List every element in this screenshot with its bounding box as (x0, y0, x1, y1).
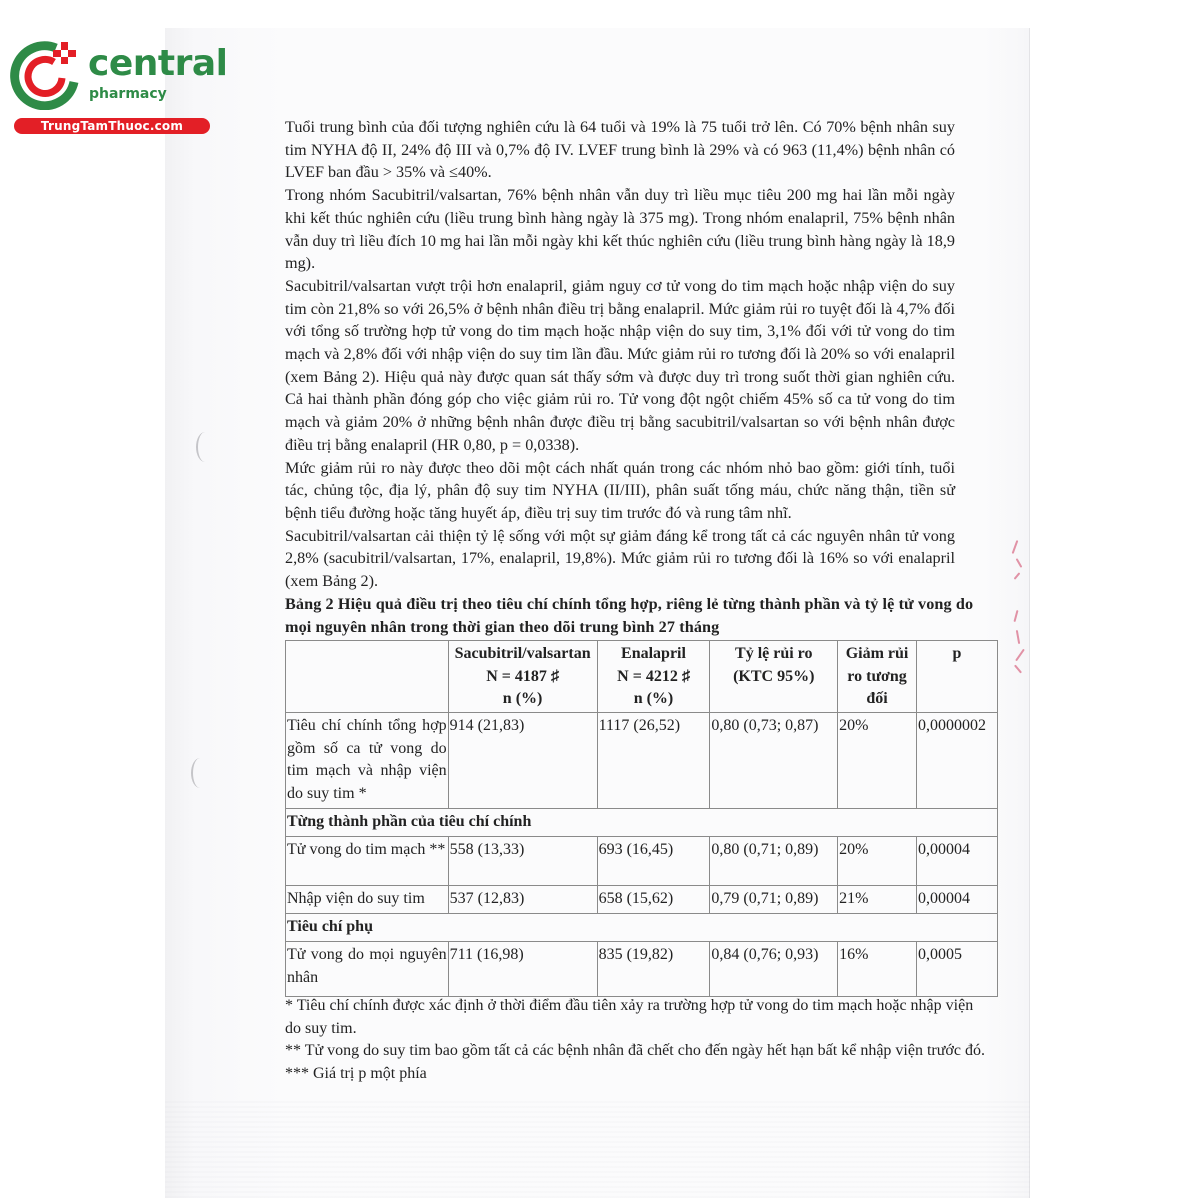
footnote: * Tiêu chí chính được xác định ở thời điểm đầu tiên xảy ra trường hợp tử vong do tim mạch hoặc nhập viện do suy tim. (285, 997, 974, 1037)
table-row (286, 837, 998, 886)
punch-hole-mark (196, 432, 214, 462)
table-section-row (286, 809, 998, 837)
table-caption: Bảng 2 Hiệu quả điều trị theo tiêu chí chính tổng hợp, riêng lẻ từng thành phần và tỷ lệ tử vong do mọi nguyên nhân trong thời gian theo dõi trung bình 27 tháng (285, 595, 974, 636)
scan-texture (165, 1100, 1030, 1198)
cell-sacubitril: 711 (16,98) (448, 942, 597, 997)
header-relative-risk-reduction: Giảm rủi ro tương đối (838, 641, 917, 713)
stamp-marks (1008, 540, 1028, 680)
cell-rrr: 16% (838, 942, 917, 997)
header-p-value: p (916, 641, 997, 713)
pharmacy-cross-logo-icon (10, 38, 82, 110)
table-row (286, 886, 998, 914)
cell-p: 0,0000002 (916, 713, 997, 809)
cell-sacubitril: 537 (12,83) (448, 886, 597, 914)
row-label: Tử vong do mọi nguyên nhân (286, 942, 449, 997)
cell-hazard-ratio: 0,84 (0,76; 0,93) (710, 942, 838, 997)
body-text (285, 116, 955, 593)
header-sacubitril: Sacubitril/valsartan N = 4187 ♯ n (%) (448, 641, 597, 713)
section-label: Tiêu chí phụ (286, 914, 998, 942)
brand-subtitle: pharmacy (89, 86, 167, 102)
punch-hole-mark (191, 758, 209, 788)
cell-p: 0,0005 (916, 942, 997, 997)
cell-rrr: 21% (838, 886, 917, 914)
brand-name: central (88, 43, 228, 84)
cell-enalapril: 1117 (26,52) (597, 713, 710, 809)
header-enalapril: Enalapril N = 4212 ♯ n (%) (597, 641, 710, 713)
cell-enalapril: 693 (16,45) (597, 837, 710, 886)
footnote: ** Tử vong do suy tim bao gồm tất cả các bệnh nhân đã chết cho đến ngày hết hạn bất kể nhập viện trước đó. (285, 1042, 985, 1059)
central-pharmacy-logo[interactable] (0, 30, 230, 140)
cell-enalapril: 835 (19,82) (597, 942, 710, 997)
row-label: Tử vong do tim mạch ** (286, 837, 449, 886)
header-hazard-ratio: Tỷ lệ rủi ro (KTC 95%) (710, 641, 838, 713)
paragraph-dosing: Trong nhóm Sacubitril/valsartan, 76% bệnh nhân vẫn duy trì liều mục tiêu 200 mg hai lần mỗi ngày khi kết thúc nghiên cứu (liều trung bình hàng ngày là 375 mg). Trong nhóm enalapril, 75% bệnh nhân vẫn duy trì liều đích 10 mg hai lần mỗi ngày khi kết thúc nghiên cứu (liều trung bình hàng ngày là 18,9 mg). (285, 186, 955, 273)
cell-p: 0,00004 (916, 837, 997, 886)
site-url-badge[interactable]: TrungTamThuoc.com (14, 118, 210, 134)
cell-rrr: 20% (838, 837, 917, 886)
table-section-row (286, 914, 998, 942)
cell-hazard-ratio: 0,80 (0,71; 0,89) (710, 837, 838, 886)
cell-enalapril: 658 (15,62) (597, 886, 710, 914)
cell-sacubitril: 914 (21,83) (448, 713, 597, 809)
results-table (285, 640, 998, 997)
cell-rrr: 20% (838, 713, 917, 809)
table-row (286, 942, 998, 997)
cell-sacubitril: 558 (13,33) (448, 837, 597, 886)
cell-p: 0,00004 (916, 886, 997, 914)
paragraph-demographics: Tuổi trung bình của đối tượng nghiên cứu là 64 tuổi và 19% là 75 tuổi trở lên. Có 70% bệnh nhân suy tim NYHA độ II, 24% độ III và 0,7% độ IV. LVEF trung bình là 29% và có 963 (11,4%) bệnh nhân có LVEF ban đầu > 35% và ≤40%. (285, 118, 955, 182)
table-header-row (286, 641, 998, 713)
paragraph-efficacy: Sacubitril/valsartan vượt trội hơn enalapril, giảm nguy cơ tử vong do tim mạch hoặc nhập viện do suy tim còn 21,8% so với 26,5% ở bệnh nhân điều trị bằng enalapril. Mức giảm rủi ro tuyệt đối là 4,7% đối với tổng số trường hợp tử vong do tim mạch hoặc nhập viện do suy tim, 3,1% đối với tử vong do tim mạch và 2,8% đối với nhập viện do suy tim lần đầu. Mức giảm rủi ro tương đối là 20% so với enalapril (xem Bảng 2). Hiệu quả này được quan sát thấy sớm và được duy trì trong suốt thời gian nghiên cứu. Cả hai thành phần đóng góp cho việc giảm rủi ro. Tử vong đột ngột chiếm 45% số ca tử vong do tim mạch và giảm 20% ở những bệnh nhân được điều trị bằng sacubitril/valsartan so với bệnh nhân được điều trị bằng enalapril (HR 0,80, p = 0,0338). (285, 276, 955, 454)
paragraph-subgroups: Mức giảm rủi ro này được theo dõi một cách nhất quán trong các nhóm nhỏ bao gồm: giới tính, tuổi tác, chủng tộc, địa lý, phân độ suy tim NYHA (II/III), phân suất tống máu, chức năng thận, tiền sử bệnh tiểu đường hoặc tăng huyết áp, điều trị suy tim trước đó và rung tâm nhĩ. (285, 458, 955, 522)
row-label: Tiêu chí chính tổng hợp gồm số ca tử vong do tim mạch và nhập viện do suy tim * (286, 713, 449, 809)
cell-hazard-ratio: 0,80 (0,73; 0,87) (710, 713, 838, 809)
row-label: Nhập viện do suy tim (286, 886, 449, 914)
header-empty (286, 641, 449, 713)
footnote: *** Giá trị p một phía (285, 1064, 427, 1082)
cell-hazard-ratio: 0,79 (0,71; 0,89) (710, 886, 838, 914)
table-row (286, 713, 998, 809)
table-footnotes (285, 995, 985, 1085)
paragraph-survival: Sacubitril/valsartan cải thiện tỷ lệ sống với một sự giảm đáng kể trong tất cả các nguyên nhân tử vong 2,8% (sacubitril/valsartan, 17%, enalapril, 19,8%). Mức giảm rủi ro tương đối là 16% so với enalapril (xem Bảng 2). (285, 526, 955, 591)
section-label: Từng thành phần của tiêu chí chính (286, 809, 998, 837)
